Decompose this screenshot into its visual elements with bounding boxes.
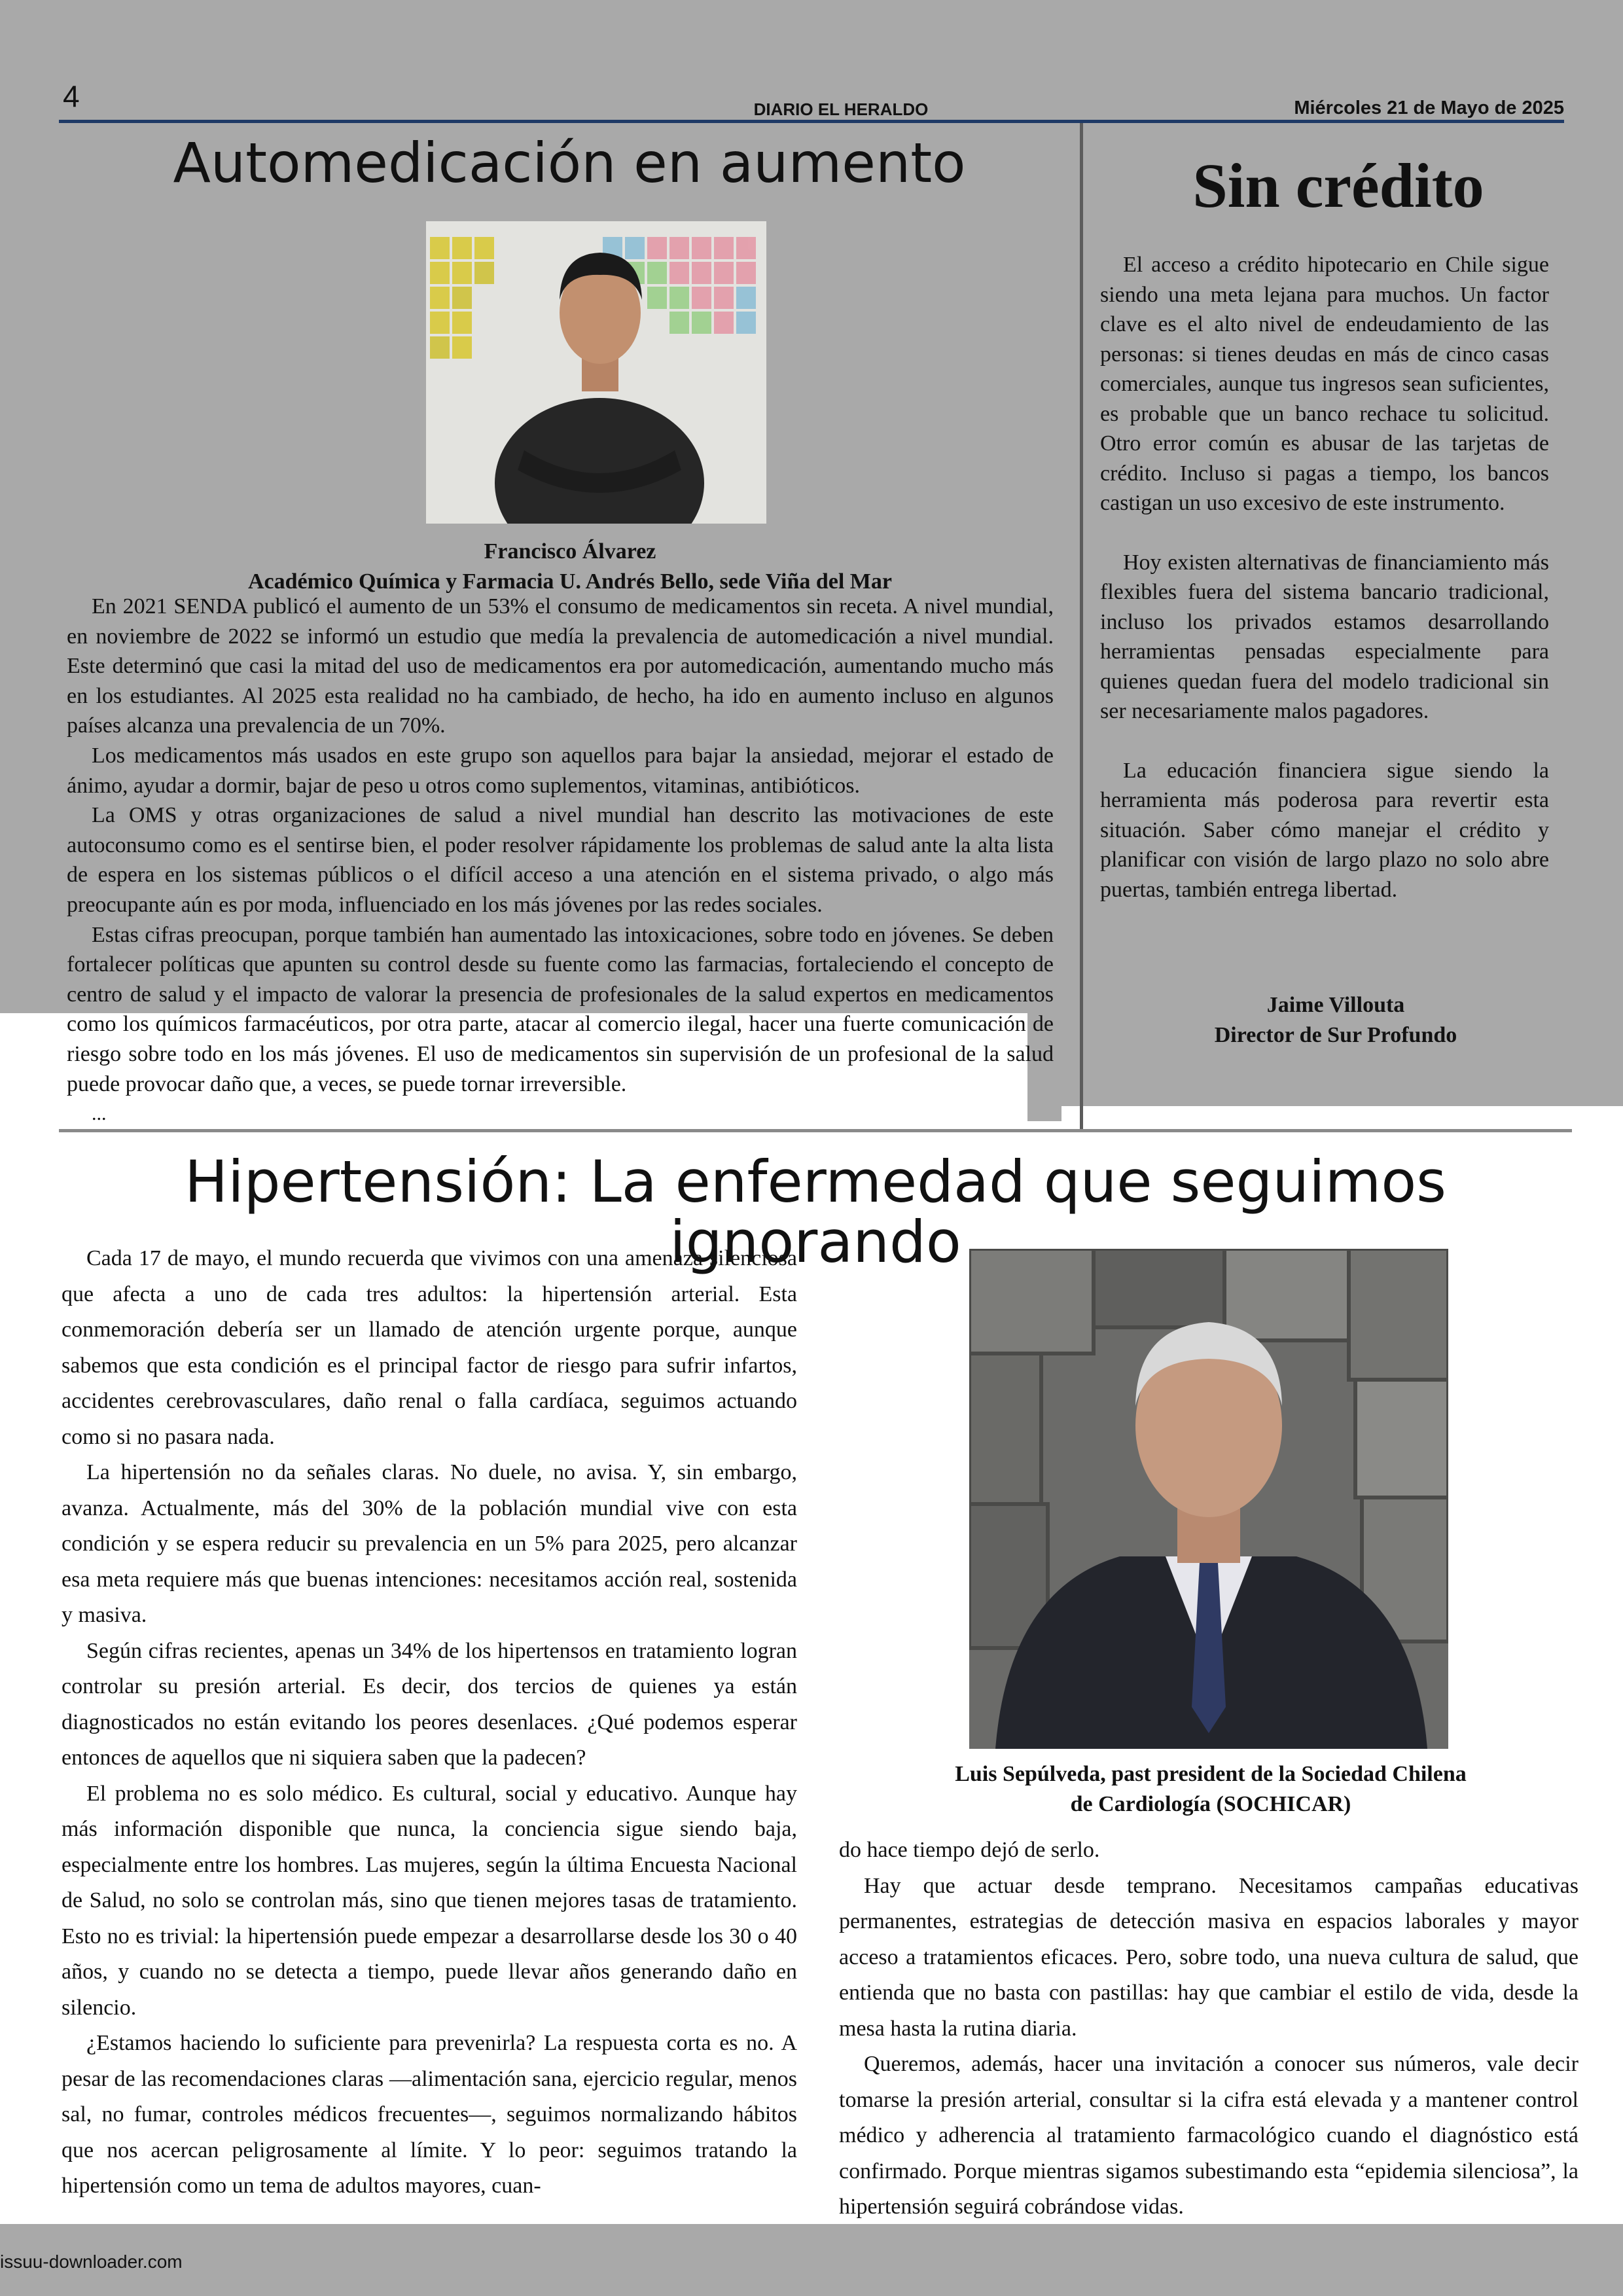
paragraph: Según cifras recientes, apenas un 34% de los hipertensos en tratamiento logran controlar su presión arterial. Es decir, dos tercios de quienes ya están diagnosticados no están evitando los peores desenlaces. ¿Qué podemos esperar entonces de aquellos que ni siquiera saben que la padecen? [62, 1638, 797, 1770]
author-photo-luis-sepulveda [969, 1249, 1448, 1749]
paragraph: La hipertensión no da señales claras. No duele, no avisa. Y, sin embargo, avanza. Actualmente, más del 30% de la población mundial vive con esta condición y se espera reducir su prevalencia en un 5% para 2025, pero alcanzar esa meta requiere más que buenas intenciones: necesitamos acción real, sostenida y masiva. [62, 1460, 797, 1627]
signature-block [1100, 990, 1571, 1050]
paragraph: Hoy existen alternativas de financiamiento más flexibles fuera del sistema bancario tradicional, incluso los privados estamos desarrollando herramientas pensadas especialmente para quienes quedan fuera del modelo tradicional sin ser necesariamente malos pagadores. [1100, 550, 1549, 723]
signature-name: Jaime Villouta [1266, 993, 1405, 1017]
column-divider [1080, 123, 1083, 1131]
newspaper-name: DIARIO EL HERALDO [753, 99, 929, 119]
issue-date: Miércoles 21 de Mayo de 2025 [1294, 98, 1564, 118]
paragraph: En 2021 SENDA publicó el aumento de un 53% el consumo de medicamentos sin receta. A nivel mundial, en noviembre de 2022 se informó un estudio que medía la prevalencia de automedicación a nivel mundial. Este determinó que casi la mitad del uso de medicamentos era por automedicación, aumentando mucho más en los estudiantes. Al 2025 esta realidad no ha cambiado, de hecho, ha ido en aumento incluso en algunos países alcanza una prevalencia de un 70%. [67, 594, 1054, 738]
continuation-ellipsis: ... [92, 1103, 107, 1124]
caption-line: de Cardiología (SOCHICAR) [1070, 1792, 1351, 1816]
paragraph: La OMS y otras organizaciones de salud a nivel mundial han descrito las motivaciones de este autoconsumo como es el sentirse bien, el poder resolver rápidamente los problemas de salud ante la alta lista de espera en los sistemas públicos o el difícil acceso a una atención en el sistema privado, o algo más preocupante aún es por moda, influenciado en los más jóvenes por las redes sociales. [67, 803, 1054, 917]
paragraph: Estas cifras preocupan, porque también han aumentado las intoxicaciones, sobre todo en jóvenes. Se deben fortalecer políticas que apunten su control desde su fuente como las farmacias, fortaleciendo el concepto de centro de salud y el impacto de valorar la presencia de profesionales de la salud expertos en medicamentos como los químicos farmacéuticos, por otra parte, atacar al comercio ilegal, hacer una fuerte comunicación de riesgo sobre todo en los más jóvenes. El uso de medicamentos sin supervisión de un profesional de la salud puede provocar daño que, a veces, se puede tornar irreversible. [67, 922, 1054, 1096]
section-rule [59, 1129, 1572, 1132]
author-name: Francisco Álvarez [484, 539, 656, 564]
paragraph: Cada 17 de mayo, el mundo recuerda que vivimos con una amenaza silenciosa que afecta a uno de cada tres adultos: la hipertensión arterial. Esta conmemoración debería ser un llamado de atención urgente porque, aunque sabemos que esta condición es el principal factor de riesgo para sufrir infartos, accidentes cerebrovasculares, daño renal o falla cardíaca, seguimos actuando como si no pasara nada. [62, 1246, 797, 1449]
portrait-photo-icon [426, 221, 766, 524]
paragraph-continuation: do hace tiempo dejó de serlo. [839, 1838, 1100, 1862]
paragraph: La educación financiera sigue siendo la herramienta más poderosa para revertir esta situación. Saber cómo manejar el crédito y planificar con visión de largo plazo no solo abre puertas, también entrega libertad. [1100, 758, 1549, 902]
paragraph: Queremos, además, hacer una invitación a conocer sus números, vale decir tomarse la presión arterial, consultar si la cifra está elevada y a mantener control médico y adherencia al tratamiento farmacológico cuando el diagnóstico está confirmado. Porque mientras sigamos subestimando esta “epidemia silenciosa”, la hipertensión seguirá cobrándose vidas. [839, 2052, 1578, 2219]
paragraph: El acceso a crédito hipotecario en Chile sigue siendo una meta lejana para muchos. Un factor clave es el alto nivel de endeudamiento de las personas: si tienes deudas en más de cinco casas comerciales, aunque tus ingresos sean suficientes, es probable que un banco rechace tu solicitud. Otro error común es abusar de las tarjetas de crédito. Incluso si pagas a tiempo, los bancos castigan un uso excesivo de este instrumento. [1100, 253, 1549, 515]
author-role: Académico Química y Farmacia U. Andrés Bello, sede Viña del Mar [248, 569, 892, 594]
header-rule [59, 120, 1564, 123]
portrait-photo-icon [969, 1249, 1448, 1749]
author-byline [63, 537, 1077, 597]
article-title-sin-credito: Sin crédito [1192, 151, 1484, 221]
article-body-hipertension-right [839, 1833, 1578, 2225]
article-body-hipertension-left [62, 1241, 797, 2204]
photo-caption [851, 1759, 1571, 1820]
footer-watermark: issuu-downloader.com [0, 2251, 183, 2272]
article-title-automedicacion: Automedicación en aumento [173, 131, 966, 195]
page-number: 4 [63, 79, 80, 113]
caption-line: Luis Sepúlveda, past president de la Sociedad Chilena [955, 1762, 1467, 1786]
paragraph: Hay que actuar desde temprano. Necesitamos campañas educativas permanentes, estrategias de detección masiva en espacios laborales y mayor acceso a tratamientos eficaces. Pero, sobre todo, una nueva cultura de salud, que entienda que no basta con pastillas: hay que cambiar el estilo de vida, desde la mesa hasta la rutina diaria. [839, 1873, 1578, 2041]
paper-background-strip [1085, 1106, 1623, 1132]
paragraph: El problema no es solo médico. Es cultural, social y educativo. Aunque hay más información disponible que nunca, la conciencia sigue siendo baja, especialmente entre los hombres. Las mujeres, según la última Encuesta Nacional de Salud, no solo se controlan más, sino que tienen mejores tasas de tratamiento. Esto no es trivial: la hipertensión puede empezar a desarrollarse desde los 30 o 40 años, y cuando no se detecta a tiempo, puede llevar años generando daño en silencio. [62, 1781, 797, 2020]
signature-role: Director de Sur Profundo [1214, 1023, 1457, 1047]
article-body-sin-credito [1100, 250, 1549, 934]
paragraph: Los medicamentos más usados en este grupo son aquellos para bajar la ansiedad, mejorar el estado de ánimo, ayudar a dormir, bajar de peso u otros como suplementos, vitaminas, antibióticos. [67, 743, 1054, 798]
article-body-automedicacion [67, 592, 1054, 1099]
author-photo-francisco-alvarez [426, 221, 766, 524]
article-title-hipertension: Hipertensión: La enfermedad que seguimos ignorando [184, 1148, 1447, 1276]
footer-band [0, 2224, 1623, 2296]
paragraph: ¿Estamos haciendo lo suficiente para prevenirla? La respuesta corta es no. A pesar de las recomendaciones claras —alimentación sana, ejercicio regular, menos sal, no fumar, controles médicos frecuentes—, seguimos normalizando hábitos que nos acercan peligrosamente al límite. Y lo peor: seguimos tratando la hipertensión como un tema de adultos mayores, cuan- [62, 2031, 797, 2198]
